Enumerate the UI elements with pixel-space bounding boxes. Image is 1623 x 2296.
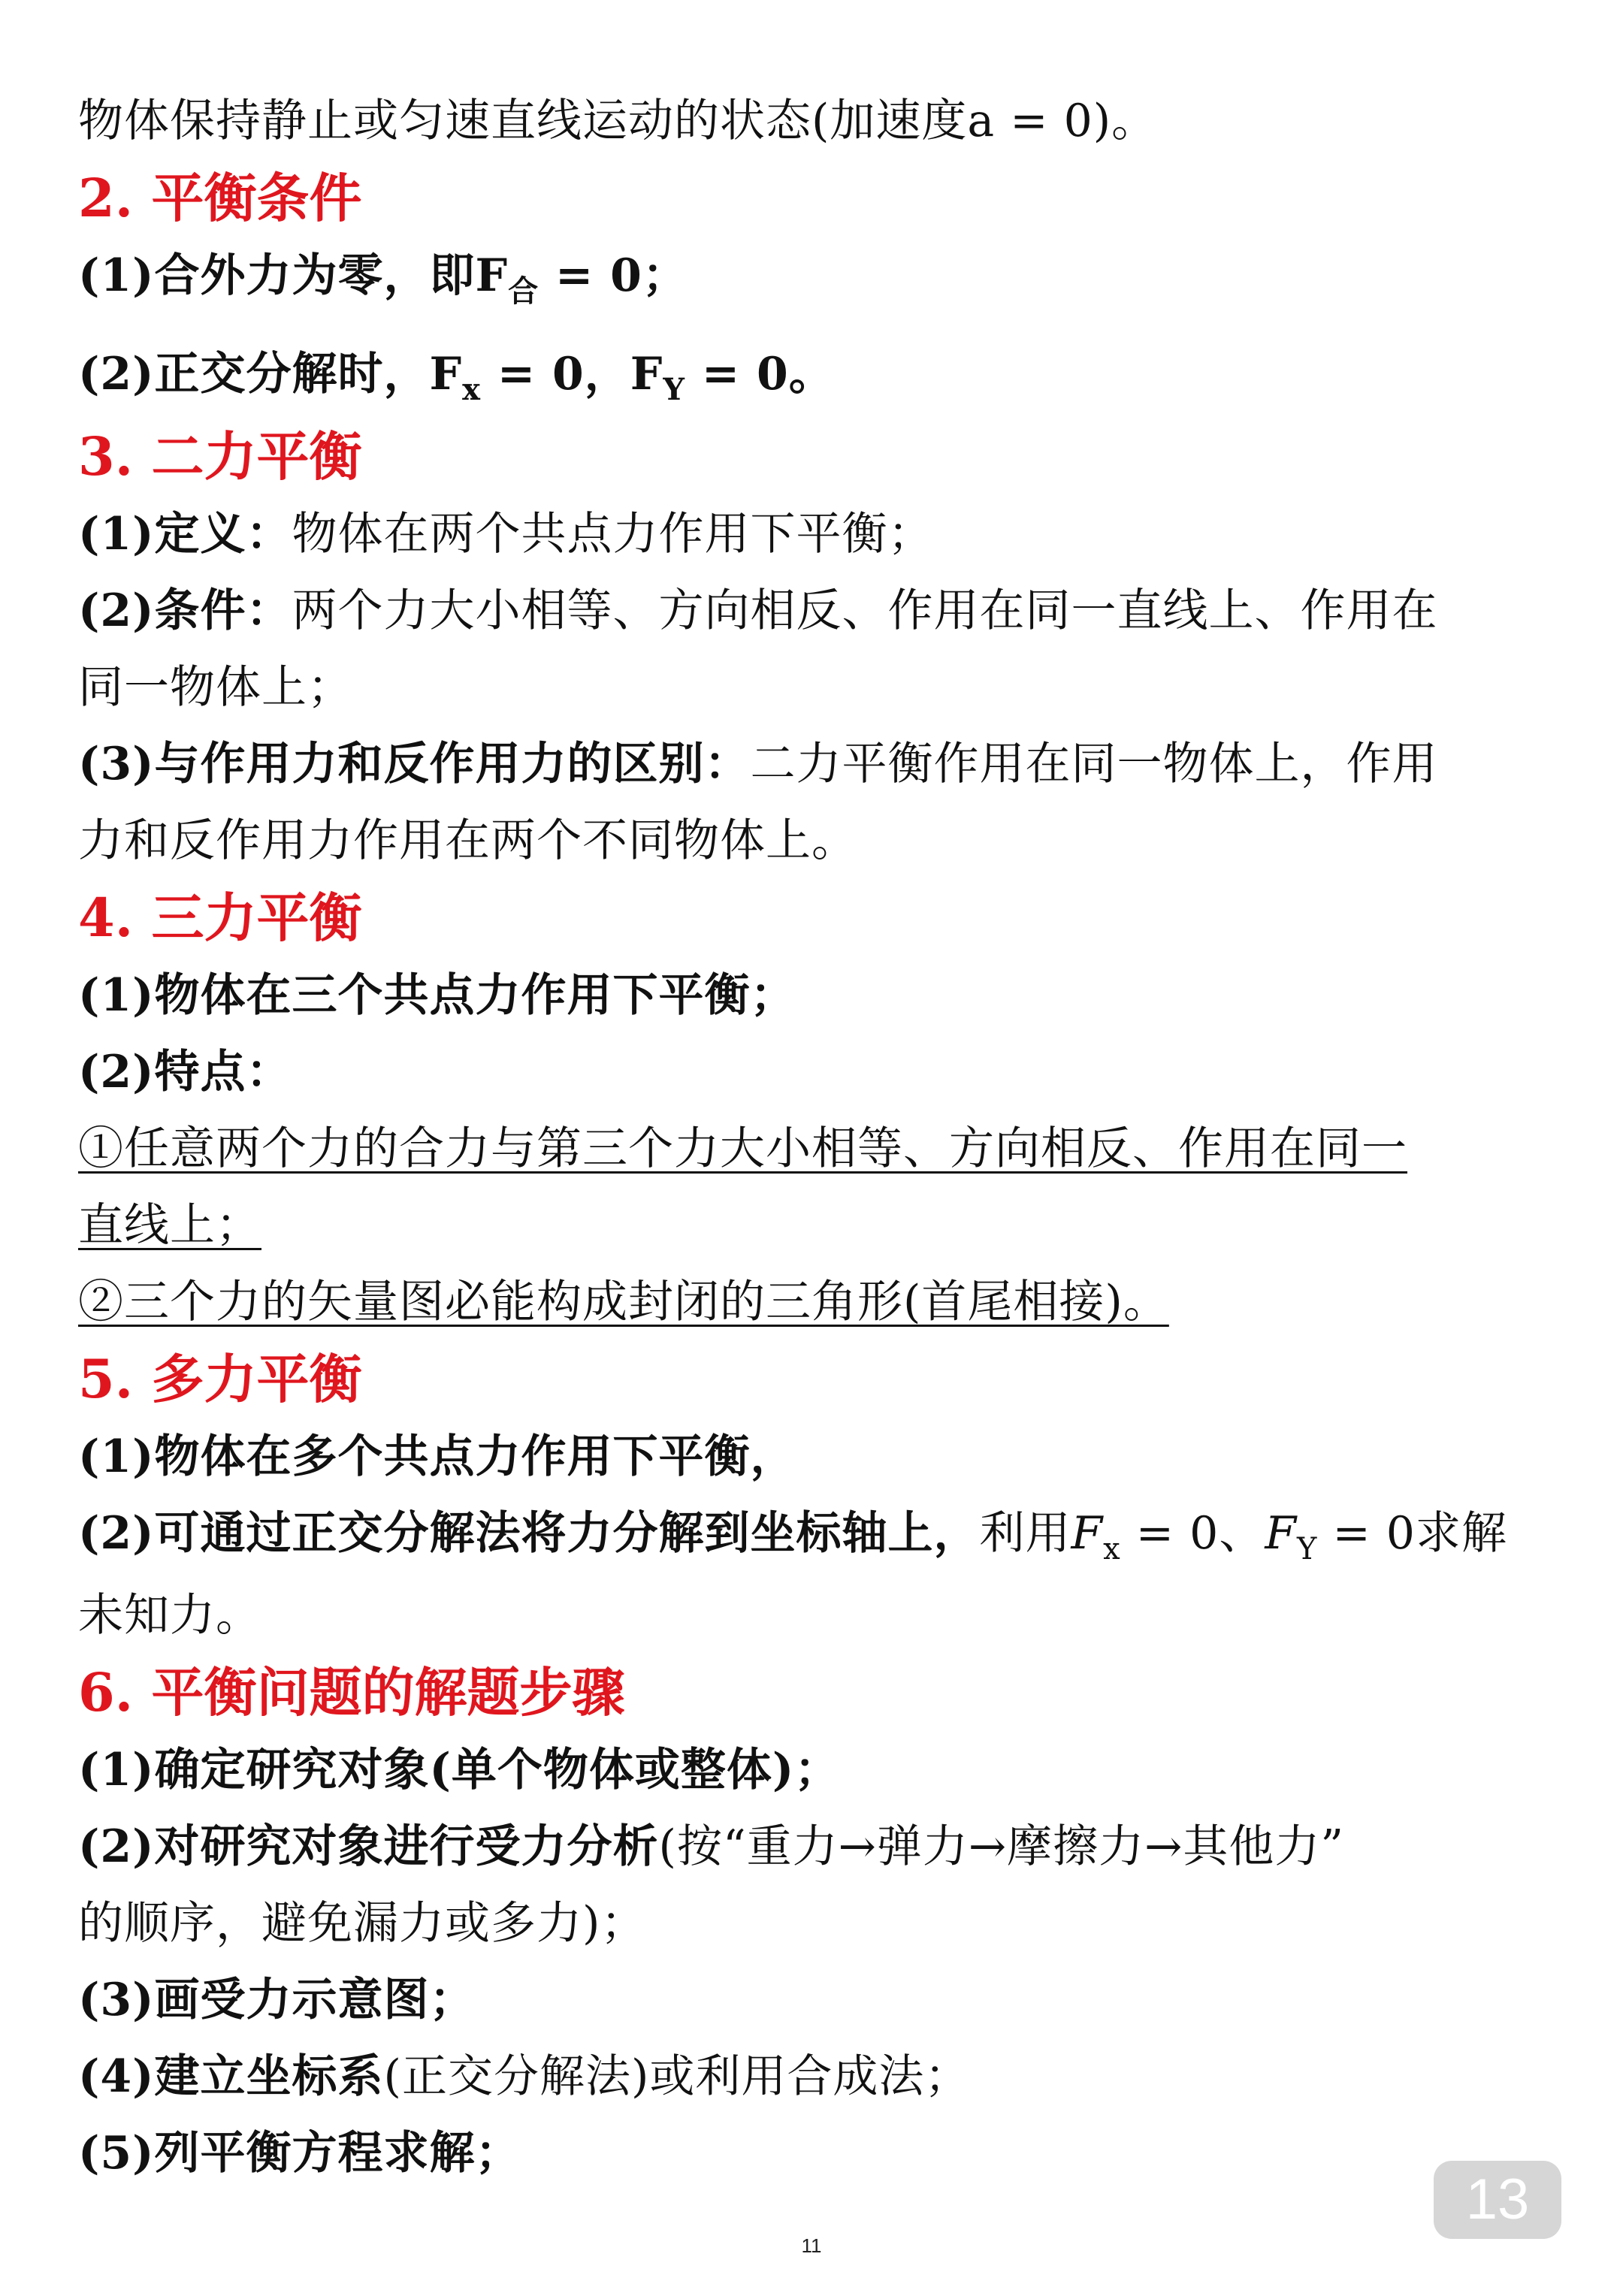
section-5-heading: 5. 多力平衡 <box>78 1348 362 1410</box>
s6-step-2: (2)对研究对象进行受力分析(按“重力→弹力→摩擦力→其他力” <box>78 1820 1345 1873</box>
s3-item-3: (3)与作用力和反作用力的区别：二力平衡作用在同一物体上，作用 <box>78 738 1438 790</box>
s6-step-2-cont: 的顺序，避免漏力或多力)； <box>78 1897 647 1950</box>
s3-item-1: (1)定义：物体在两个共点力作用下平衡； <box>78 508 934 560</box>
s6-step-5: (5)列平衡方程求解； <box>78 2127 521 2180</box>
section-3-heading: 3. 二力平衡 <box>78 425 362 488</box>
s5-item-2: (2)可通过正交分解法将力分解到坐标轴上，利用$F_x = 0$、$F_Y = 0$求解 <box>78 1507 1507 1566</box>
s5-item-1: (1)物体在多个共点力作用下平衡， <box>78 1430 796 1483</box>
s4-point-1: ①任意两个力的合力与第三个力大小相等、方向相反、作用在同一 <box>78 1122 1407 1175</box>
s4-item-2: (2)特点： <box>78 1046 292 1098</box>
section-6-heading: 6. 平衡问题的解题步骤 <box>78 1661 625 1724</box>
s5-item-2-cont: 未知力。 <box>78 1589 261 1642</box>
s4-point-1-cont: 直线上； <box>78 1199 261 1252</box>
page-number: 11 <box>801 2234 822 2257</box>
intro-line: 物体保持静止或匀速直线运动的状态(加速度a = 0)。 <box>78 95 1158 147</box>
s6-step-1: (1)确定研究对象(单个物体或整体)； <box>78 1744 841 1796</box>
s2-item-1: (1)合外力为零，即$F_合 = 0$； <box>78 249 688 309</box>
section-4-heading: 4. 三力平衡 <box>78 887 362 949</box>
s3-item-3-cont: 力和反作用力作用在两个不同物体上。 <box>78 814 857 867</box>
s3-item-2: (2)条件：两个力大小相等、方向相反、作用在同一直线上、作用在 <box>78 585 1438 637</box>
s4-point-2: ②三个力的矢量图必能构成封闭的三角形(首尾相接)。 <box>78 1276 1169 1328</box>
s6-step-3: (3)画受力示意图； <box>78 1974 476 2026</box>
s6-step-4: (4)建立坐标系(正交分解法)或利用合成法； <box>78 2050 971 2103</box>
section-2-heading: 2. 平衡条件 <box>78 167 362 229</box>
s4-item-1: (1)物体在三个共点力作用下平衡； <box>78 969 796 1022</box>
s3-item-2-cont: 同一物体上； <box>78 661 353 714</box>
document-page <box>78 83 1551 2192</box>
page-badge: 13 <box>1434 2161 1561 2239</box>
s2-item-2: (2)正交分解时，$F_x = 0$，$F_Y = 0$。 <box>78 348 835 407</box>
